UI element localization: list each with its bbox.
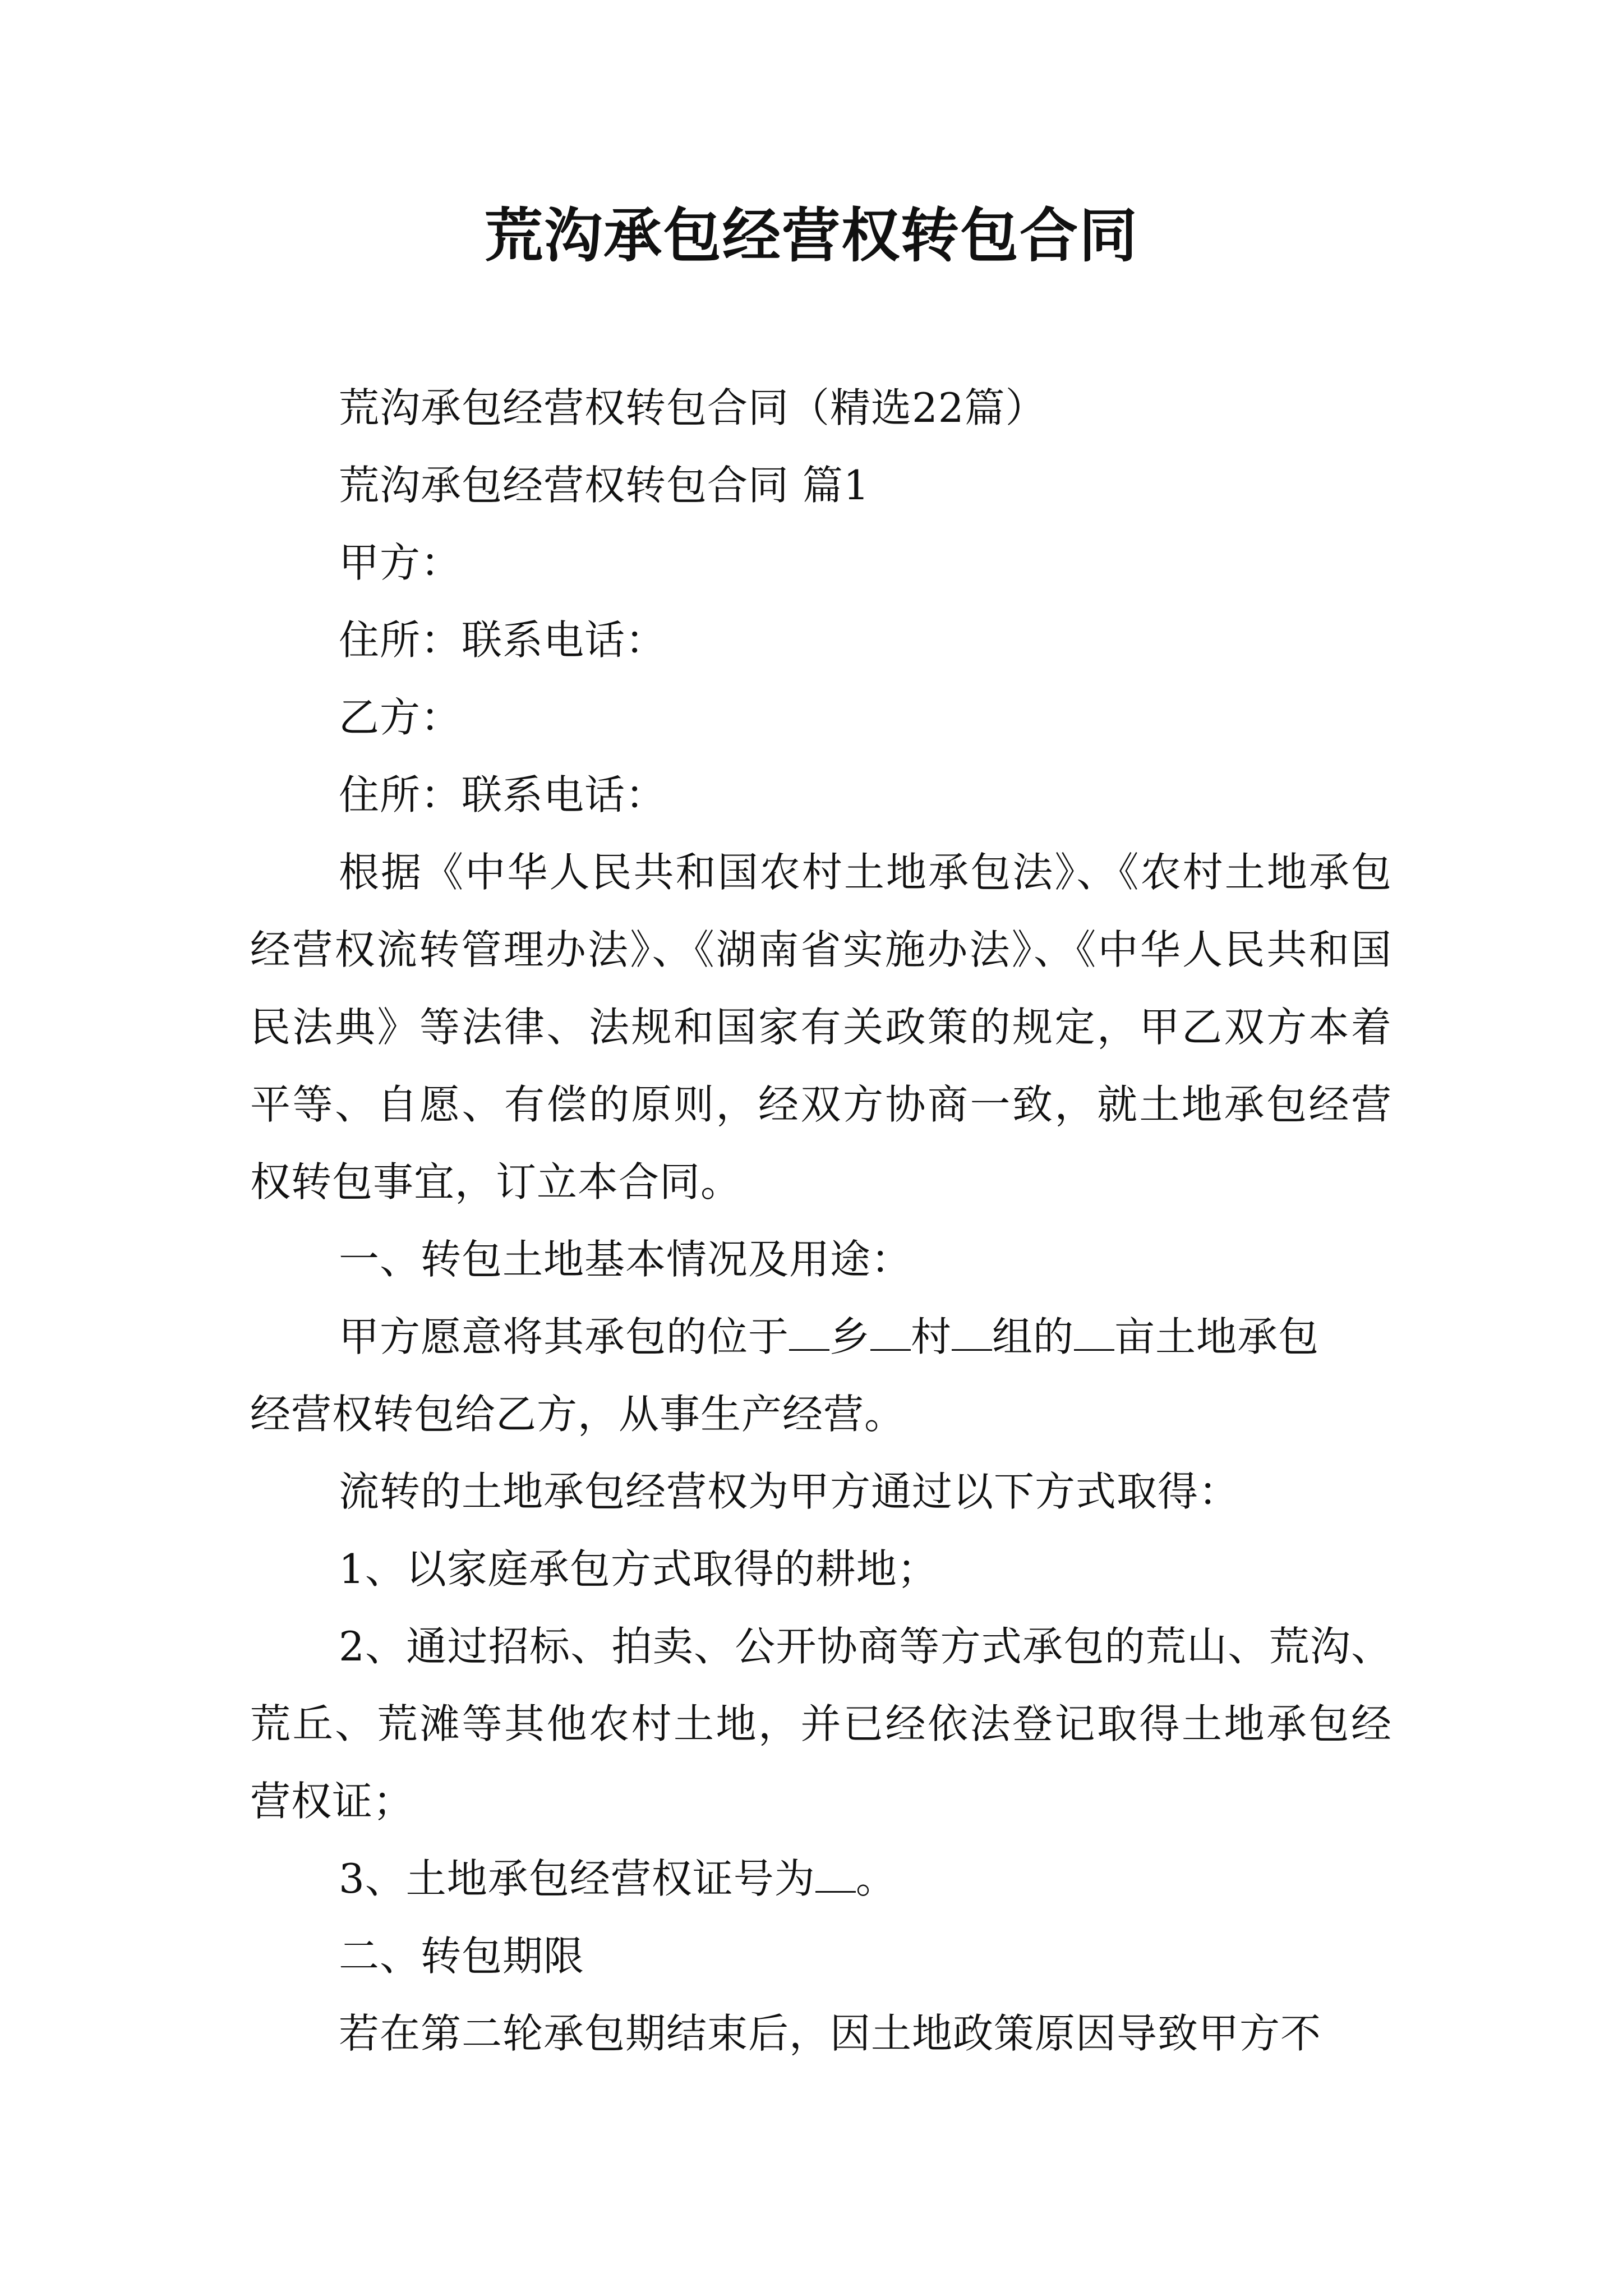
- subtitle-paragraph: 荒沟承包经营权转包合同（精选22篇）: [339, 384, 1046, 431]
- document-body: [250, 369, 1392, 2072]
- clause-one-heading: 一、转包土地基本情况及用途：: [339, 1236, 912, 1283]
- land-location-paragraph: [250, 1298, 1392, 1375]
- party-b-address: 住所：联系电话：: [339, 771, 667, 818]
- land-text-5: 亩土地承包: [1114, 1313, 1320, 1360]
- party-a-label: 甲方：: [339, 539, 462, 586]
- blank-field: [815, 1856, 856, 1893]
- land-text-3: 村: [911, 1313, 952, 1360]
- legal-basis-paragraph: 根据《中华人民共和国农村土地承包法》、《农村土地承包经营权流转管理办法》、《湖南省实施办法》、《中华人民共和国民法典》等法律、法规和国家有关政策的规定，甲乙双方本着平等、自愿、有偿的原则，经双方协商一致，就土地承包经营权转包事宜，订立本合同。: [250, 849, 1392, 1205]
- land-location-continuation: 经营权转包给乙方，从事生产经营。: [250, 1391, 906, 1438]
- land-text-2: 乡: [829, 1313, 871, 1360]
- land-text-4: 组的: [992, 1313, 1075, 1360]
- acquisition-item-1: 1、以家庭承包方式取得的耕地；: [339, 1545, 938, 1593]
- land-text-1: 甲方愿意将其承包的位于: [339, 1313, 790, 1360]
- party-b-label: 乙方：: [339, 694, 462, 741]
- clause-two-heading: 二、转包期限: [339, 1932, 585, 1980]
- acquisition-item-3: [250, 1840, 1392, 1917]
- cert-text-1: 3、土地承包经营权证号为: [339, 1855, 815, 1902]
- blank-field: [789, 1314, 829, 1351]
- cert-text-2: 。: [855, 1855, 897, 1902]
- acquisition-item-2: 2、通过招标、拍卖、公开协商等方式承包的荒山、荒沟、荒丘、荒滩等其他农村土地，并已经依法登记取得土地承包经营权证；: [250, 1623, 1392, 1825]
- blank-field: [952, 1314, 992, 1351]
- party-a-address: 住所：联系电话：: [339, 616, 667, 664]
- blank-field: [870, 1314, 911, 1351]
- term-paragraph: 若在第二轮承包期结束后，因土地政策原因导致甲方不: [339, 2010, 1322, 2057]
- section-heading: 荒沟承包经营权转包合同 篇1: [339, 462, 870, 509]
- blank-field: [1074, 1314, 1114, 1351]
- acquisition-paragraph: 流转的土地承包经营权为甲方通过以下方式取得：: [339, 1468, 1240, 1515]
- document-title: 荒沟承包经营权转包合同: [484, 201, 1138, 270]
